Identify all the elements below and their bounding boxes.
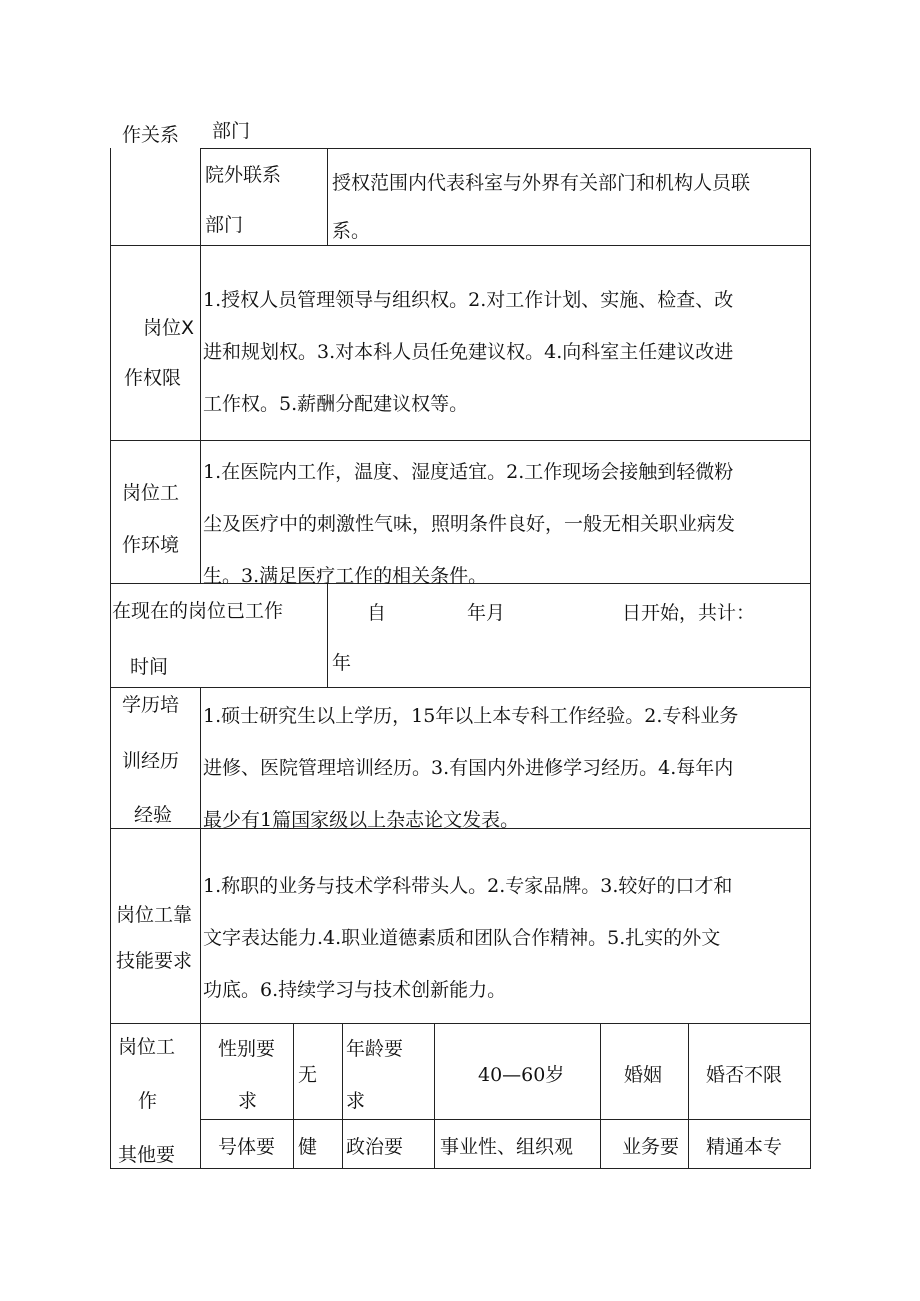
authority-line-2: 进和规划权。3.对本科人员任免建议权。4.向科室主任建议改进 <box>203 341 734 363</box>
skills-line-1: 1.称职的业务与技术学科带头人。2.专家品牌。3.较好的口才和 <box>203 875 733 897</box>
other-label-l1: 岗位工 <box>118 1036 176 1058</box>
tenure-year-month: 年月 <box>467 602 506 624</box>
outside-contact-desc-l2: 系。 <box>332 220 371 242</box>
gender-value: 无 <box>298 1064 318 1086</box>
outside-contact-label-l1: 院外联系 <box>205 164 282 186</box>
business-value: 精通本专 <box>706 1136 783 1158</box>
grid-line <box>200 148 810 149</box>
grid-line <box>293 1023 294 1169</box>
tenure-label-l2: 时间 <box>130 656 169 678</box>
skills-line-2: 文字表达能力.4.职业道德素质和团队合作精神。5.扎实的外文 <box>203 927 721 949</box>
authority-text <box>203 274 733 430</box>
outside-contact-label-l2: 部门 <box>205 214 244 236</box>
skills-label-l2: 技能要求 <box>116 950 193 972</box>
tenure-label-l1: 在现在的岗位已工作 <box>112 600 284 622</box>
environment-line-2: 尘及医疗中的刺激性气味，照明条件良好，一般无相关职业病发 <box>203 513 736 535</box>
grid-line <box>200 687 201 1169</box>
grid-line <box>110 440 810 441</box>
grid-line <box>327 148 328 246</box>
body-label: 号体要 <box>218 1136 276 1158</box>
grid-line <box>688 1023 689 1169</box>
politics-value: 事业性、组织观 <box>440 1136 574 1158</box>
grid-line <box>110 687 810 688</box>
education-label-l2: 训经历 <box>122 750 180 772</box>
authority-label-l1: 岗位X <box>143 317 195 339</box>
education-line-3: 最少有1篇国家级以上杂志论文发表。 <box>203 809 520 831</box>
education-line-2: 进修、医院管理培训经历。3.有国内外进修学习经历。4.每年内 <box>203 757 734 779</box>
gender-label-l2: 求 <box>238 1090 258 1112</box>
environment-label-l2: 作环境 <box>122 534 180 556</box>
dept-continued: 部门 <box>212 120 251 142</box>
business-label: 业务要 <box>622 1136 680 1158</box>
environment-text <box>203 446 735 602</box>
grid-line <box>434 1023 435 1169</box>
authority-line-1: 1.授权人员管理领导与组织权。2.对工作计划、实施、检查、改 <box>203 289 734 311</box>
age-label-l2: 求 <box>346 1090 366 1112</box>
environment-line-3: 生。3.满足医疗工作的相关条件。 <box>203 565 488 587</box>
education-label-l3: 经验 <box>134 804 173 826</box>
marriage-label: 婚姻 <box>624 1064 663 1086</box>
grid-line <box>600 1023 601 1169</box>
authority-line-3: 工作权。5.薪酬分配建议权等。 <box>203 393 469 415</box>
tenure-day-start: 日开始，共计： <box>622 602 756 624</box>
age-value: 40—60岁 <box>478 1064 565 1086</box>
skills-text <box>203 860 732 1016</box>
environment-label-l1: 岗位工 <box>122 482 180 504</box>
grid-line <box>110 1023 810 1024</box>
grid-line <box>810 148 811 1169</box>
education-text <box>203 690 738 846</box>
grid-line <box>200 1119 810 1120</box>
grid-line <box>110 148 111 1169</box>
grid-line <box>110 245 810 246</box>
authority-label-l2: 作权限 <box>124 367 182 389</box>
other-label-l2: 作 <box>138 1090 158 1112</box>
skills-label-l1: 岗位工靠 <box>116 904 193 926</box>
politics-label: 政治要 <box>346 1136 404 1158</box>
grid-line <box>342 1023 343 1169</box>
relations-label: 作关系 <box>122 124 180 146</box>
skills-line-3: 功底。6.持续学习与技术创新能力。 <box>203 979 507 1001</box>
other-label-l3: 其他要 <box>118 1144 176 1166</box>
grid-line <box>200 148 201 584</box>
age-label-l1: 年龄要 <box>346 1038 404 1060</box>
body-value: 健 <box>298 1136 318 1158</box>
education-label-l1: 学历培 <box>122 694 180 716</box>
environment-line-1: 1.在医院内工作，温度、湿度适宜。2.工作现场会接触到轻微粉 <box>203 461 734 483</box>
grid-line <box>110 1168 810 1169</box>
tenure-from: 自 <box>367 602 387 624</box>
tenure-year: 年 <box>332 652 352 674</box>
education-line-1: 1.硕士研究生以上学历，15年以上本专科工作经验。2.专科业务 <box>203 705 739 727</box>
marriage-value: 婚否不限 <box>706 1064 783 1086</box>
gender-label-l1: 性别要 <box>218 1038 276 1060</box>
outside-contact-desc-l1: 授权范围内代表科室与外界有关部门和机构人员联 <box>332 172 751 194</box>
